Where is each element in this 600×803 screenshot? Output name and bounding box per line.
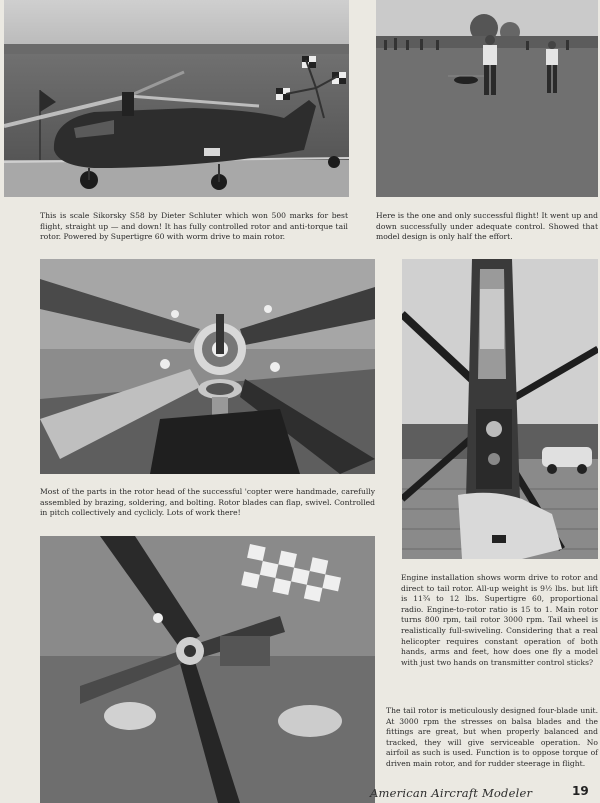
caption-flight: Here is the one and only successful flight! It went up and down successfully under adequate control. Showed that model design is only half the effort. [376, 211, 598, 242]
photo-sikorsky-s58 [4, 0, 349, 197]
caption-rotor-head: Most of the parts in the rotor head of the successful 'copter were handmade, carefully assembled by brazing, soldering, and bolting. Rotor blades can flap, swivel. Controlled in pitch collectively and cyclicly. Lots of work there! [40, 487, 375, 518]
caption-tail-rotor: The tail rotor is meticulously designed four-blade unit. At 3000 rpm the stresses on balsa blades and the fittings are great, but when properly balanced and tracked, they will give serviceable operation. No airfoil as such is used. Function is to oppose torque of driven main rotor, and for rudder steerage in flight. [386, 706, 598, 768]
photo-engine-installation [402, 259, 598, 559]
photo-successful-flight [376, 0, 598, 197]
caption-s58: This is scale Sikorsky S58 by Dieter Schluter which won 500 marks for best flight, straight up — and down! It has fully controlled rotor and anti-torque tail rotor. Powered by Supertigre 60 with worm drive to main rotor. [40, 211, 348, 242]
magazine-title: American Aircraft Modeler [370, 786, 533, 800]
page-number: 19 [572, 784, 589, 798]
photo-tail-rotor [40, 536, 375, 803]
caption-engine: Engine installation shows worm drive to rotor and direct to tail rotor. All-up weight is 9½ lbs. but lift is 11¾ to 12 lbs. Supertigre 60, proportional radio. Engine-to-rotor ratio is 15 to 1. Main rotor turns 800 rpm, tail rotor 3000 rpm. Tail wheel is realistically full-swiveling. Considering that a real helicopter requires constant operation of both hands, arms and feet, how does one fly a model with just two hands on transmitter control sticks? [401, 573, 598, 667]
photo-rotor-head [40, 259, 375, 474]
